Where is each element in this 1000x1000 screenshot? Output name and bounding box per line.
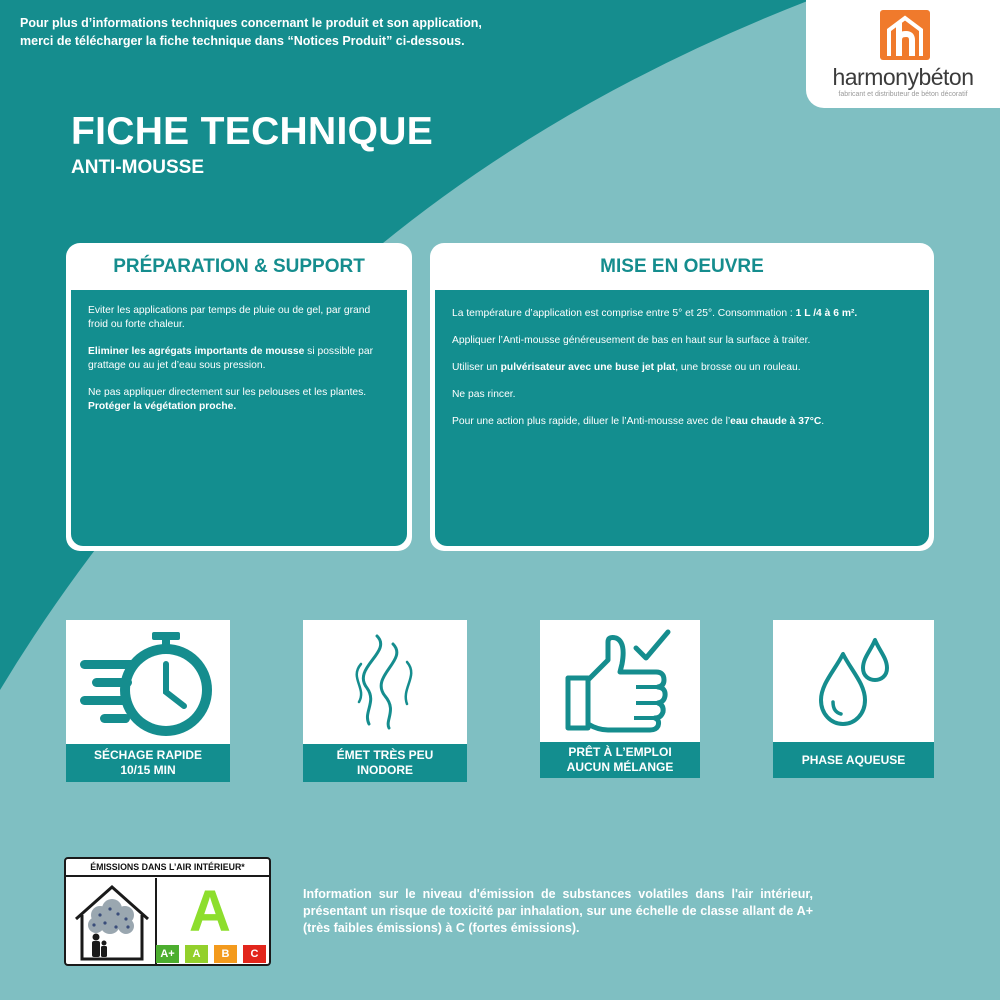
brand-name: harmonybéton <box>832 64 974 90</box>
mise-paragraph-1 <box>452 307 912 321</box>
feature-aqueous-image <box>773 620 934 742</box>
house-pollution-icon <box>70 879 154 963</box>
odor-wave-icon <box>345 628 425 736</box>
mise-paragraph-4: Ne pas rincer. <box>452 389 516 400</box>
preparation-bold-3: Protéger la végétation proche. <box>88 401 237 412</box>
preparation-body <box>71 290 407 546</box>
mise-bold-1: 1 L /4 à 6 m². <box>795 308 858 319</box>
feature-drying-label <box>66 744 230 782</box>
emissions-heading: ÉMISSIONS DANS L’AIR INTÉRIEUR* <box>66 859 269 877</box>
feature-odor-image <box>303 620 467 744</box>
mise-text-3a: Utiliser un <box>452 362 501 373</box>
mise-paragraph-2: Appliquer l’Anti-mousse généreusement de bas en haut sur la surface à traiter. <box>452 335 811 346</box>
water-drops-icon <box>813 636 895 732</box>
mise-en-oeuvre-body <box>435 290 929 546</box>
mise-text-3b: , une brosse ou un rouleau. <box>675 362 801 373</box>
grade-scale-a: A <box>185 945 208 963</box>
feature-odor-line-2: INODORE <box>356 763 413 777</box>
preparation-paragraph-1: Eviter les applications par temps de pluie ou de gel, par grand froid ou forte chaleur. <box>88 305 371 330</box>
grade-scale-b: B <box>214 945 237 963</box>
stopwatch-icon <box>78 628 218 736</box>
download-notice <box>20 14 760 50</box>
emissions-description: Information sur le niveau d'émission de substances volatiles dans l'air intérieur, présentant un risque de toxicité par inhalation, sur une échelle de classe allant de A+ (très faibles émissions) à C (fortes émissions). <box>303 887 813 935</box>
page-title: FICHE TECHNIQUE <box>71 110 434 153</box>
mise-bold-3: pulvérisateur avec une buse jet plat <box>500 362 676 373</box>
notice-line-2: merci de télécharger la fiche technique dans “Notices Produit” ci-dessous. <box>20 34 465 48</box>
preparation-paragraph-2 <box>88 345 385 373</box>
feature-odor-label <box>303 744 467 782</box>
preparation-text-3: Ne pas appliquer directement sur les pelouses et les plantes. <box>88 387 367 398</box>
mise-paragraph-3 <box>452 361 912 375</box>
mise-bold-5: eau chaude à 37°C <box>730 416 822 427</box>
feature-odor-line-1: ÉMET TRÈS PEU <box>336 748 434 762</box>
feature-drying-line-1: SÉCHAGE RAPIDE <box>93 748 203 762</box>
feature-drying <box>66 620 230 782</box>
feature-aqueous <box>773 620 934 782</box>
preparation-text-2: si possible par grattage ou au jet d’eau sous pression. <box>88 346 373 371</box>
house-h-logo-icon <box>880 10 930 60</box>
mise-text-5a: Pour une action plus rapide, diluer le l’Anti-mousse avec de l’ <box>452 416 731 427</box>
grade-scale-c: C <box>243 945 266 963</box>
feature-ready-line-1: PRÊT À L’EMPLOI <box>568 745 672 759</box>
brand-tagline: fabricant et distributeur de béton décoratif <box>838 91 968 98</box>
mise-text-5b: . <box>821 416 825 427</box>
feature-odor <box>303 620 467 782</box>
emission-grade: A <box>189 879 231 944</box>
preparation-paragraph-3 <box>88 386 385 414</box>
mise-text-1: La température d’application est comprise entre 5° et 25°. Consommation : <box>452 308 796 319</box>
page-subtitle: ANTI-MOUSSE <box>71 157 204 178</box>
brand-logo[interactable] <box>806 0 1000 108</box>
feature-ready <box>540 620 700 782</box>
feature-ready-image <box>540 620 700 742</box>
feature-ready-label <box>540 742 700 778</box>
feature-ready-line-2: AUCUN MÉLANGE <box>566 760 674 774</box>
mise-en-oeuvre-card <box>430 243 934 551</box>
mise-paragraph-5 <box>452 415 912 429</box>
feature-drying-image <box>66 620 230 744</box>
feature-drying-line-2: 10/15 MIN <box>120 763 176 777</box>
preparation-title: PRÉPARATION & SUPPORT <box>113 256 365 277</box>
grade-scale-a-plus: A+ <box>156 945 179 963</box>
thumbs-up-check-icon <box>564 624 676 736</box>
feature-aqueous-line-1: PHASE AQUEUSE <box>801 752 906 767</box>
feature-aqueous-label <box>773 742 934 778</box>
notice-line-1: Pour plus d’informations techniques concernant le produit et son application, <box>20 16 482 30</box>
preparation-bold-1: Eliminer les agrégats importants de mousse <box>88 346 305 357</box>
preparation-card <box>66 243 412 551</box>
mise-en-oeuvre-title: MISE EN OEUVRE <box>600 256 764 277</box>
